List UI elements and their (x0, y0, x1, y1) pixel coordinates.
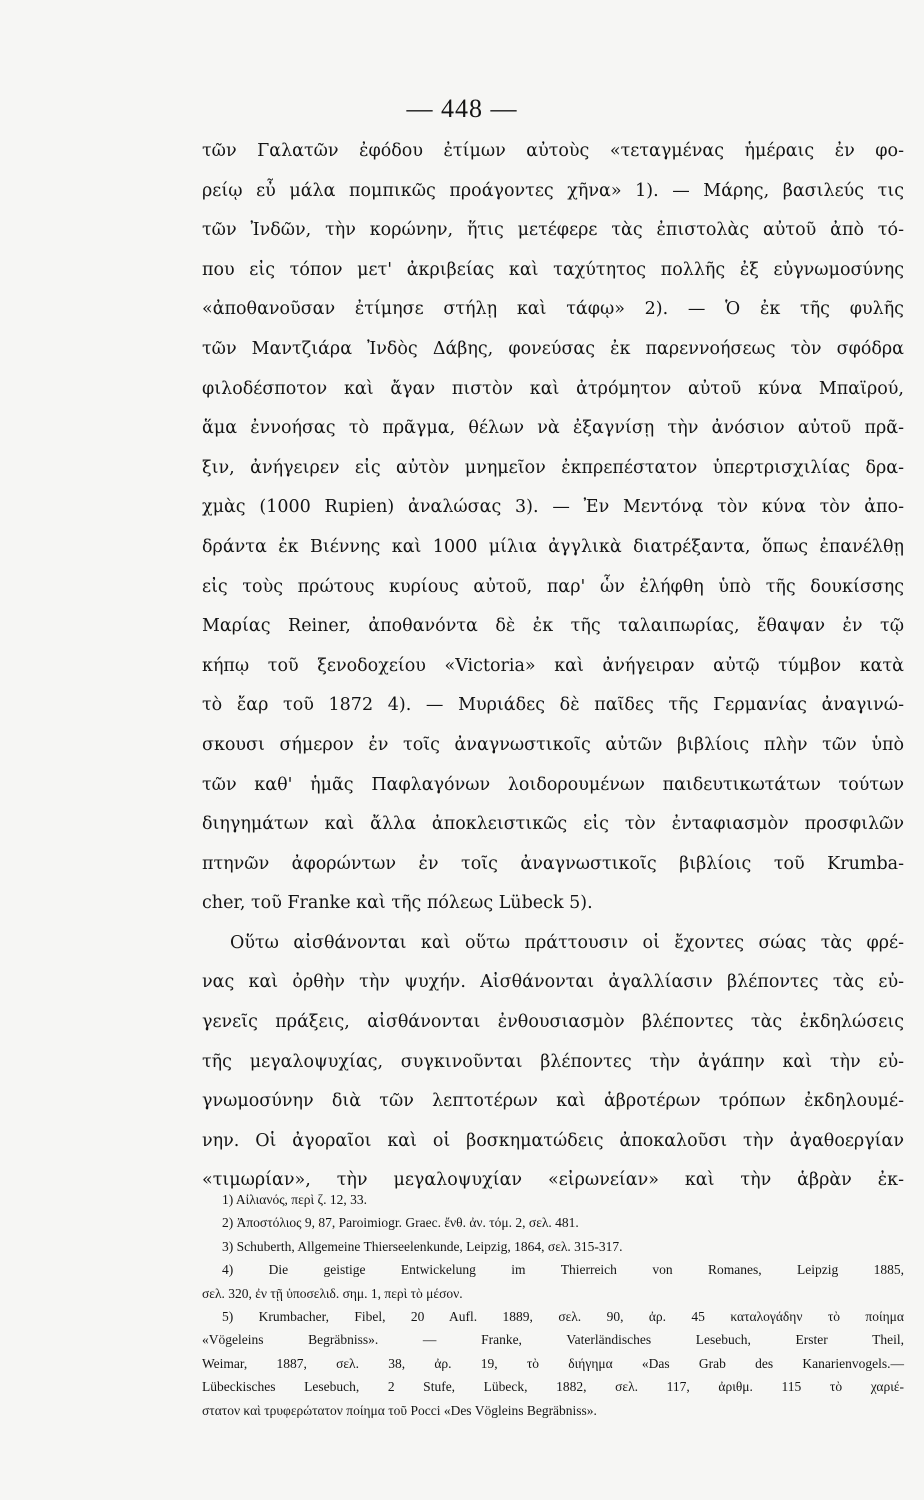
text-line: που εἰς τόπον μετ' ἀκριβείας καὶ ταχύτητος πολλῆς ἐξ εὐγνωμοσύνης (202, 259, 904, 280)
text-line: «ἀποθανοῦσαν ἐτίμησε στήλῃ καὶ τάφῳ» 2). — Ὁ ἐκ τῆς φυλῆς (202, 299, 904, 320)
text-line: Οὕτω αἰσθάνονται καὶ οὕτω πράττουσιν οἱ ἔχοντες σώας τὰς φρέ- (230, 932, 904, 953)
footnote-line: 2) Ἀποστόλιος 9, 87, Paroimiogr. Graec. ἔνθ. ἀν. τόμ. 2, σελ. 481. (222, 1215, 579, 1231)
text-line: cher, τοῦ Franke καὶ τῆς πόλεως Lübeck 5). (202, 893, 593, 914)
body-text (202, 132, 904, 1201)
text-line: τῶν Ἰνδῶν, τὴν κορώνην, ἥτις μετέφερε τὰς ἐπιστολὰς αὐτοῦ ἀπὸ τό- (202, 220, 904, 241)
footnote-line: 5) Krumbacher, Fibel, 20 Aufl. 1889, σελ. 90, ἀρ. 45 καταλογάδην τὸ ποίημα (222, 1308, 904, 1324)
footnote-line: Lübeckisches Lesebuch, 2 Stufe, Lübeck, 1882, σελ. 117, ἀριθμ. 115 τὸ χαριέ- (202, 1379, 904, 1395)
text-line: γενεῖς πράξεις, αἰσθάνονται ἐνθουσιασμὸν βλέποντες τὰς ἐκδηλώσεις (202, 1012, 904, 1033)
text-line: διηγημάτων καὶ ἄλλα ἀποκλειστικῶς εἰς τὸν ἐνταφιασμὸν προσφιλῶν (202, 814, 904, 835)
text-line: πτηνῶν ἀφορώντων ἐν τοῖς ἀναγνωστικοῖς βιβλίοις τοῦ Krumba- (202, 853, 904, 874)
text-line: ἅμα ἐννοήσας τὸ πρᾶγμα, θέλων νὰ ἐξαγνίσῃ τὴν ἀνόσιον αὐτοῦ πρᾶ- (202, 418, 904, 439)
text-line: δράντα ἐκ Βιέννης καὶ 1000 μίλια ἀγγλικὰ διατρέξαντα, ὅπως ἐπανέλθῃ (202, 536, 904, 557)
text-line: σκουσι σήμερον ἐν τοῖς ἀναγνωστικοῖς αὐτῶν βιβλίοις πλὴν τῶν ὑπὸ (202, 734, 904, 755)
text-line: ρείῳ εὖ μάλα πομπικῶς προάγοντες χῆνα» 1). — Μάρης, βασιλεύς τις (202, 180, 904, 201)
footnote-line: σελ. 320, ἐν τῇ ὑποσελιδ. σημ. 1, περὶ τὸ μέσον. (202, 1285, 463, 1301)
text-line: τὸ ἔαρ τοῦ 1872 4). — Μυριάδες δὲ παῖδες τῆς Γερμανίας ἀναγινώ- (202, 695, 904, 716)
footnote-line: «Vögeleins Begräbniss». — Franke, Vaterländisches Lesebuch, Erster Theil, (202, 1332, 904, 1348)
text-line: γνωμοσύνην διὰ τῶν λεπτοτέρων καὶ ἁβροτέρων τρόπων ἐκδηλουμέ- (202, 1091, 904, 1112)
page-number: — 448 — (406, 94, 518, 123)
text-line: ξιν, ἀνήγειρεν εἰς αὐτὸν μνημεῖον ἐκπρεπέστατον ὑπερτρισχιλίας δρα- (202, 457, 904, 478)
text-line: κήπῳ τοῦ ξενοδοχείου «Victoria» καὶ ἀνήγειραν αὐτῷ τύμβον κατὰ (202, 655, 904, 676)
footnote-line: 1) Αἰλιανός, περὶ ζ. 12, 33. (222, 1192, 367, 1207)
footnote-line: 4) Die geistige Entwickelung im Thierreich von Romanes, Leipzig 1885, (222, 1262, 904, 1278)
text-line: τῆς μεγαλοψυχίας, συγκινοῦνται βλέποντες τὴν ἀγάπην καὶ τὴν εὐ- (202, 1051, 904, 1072)
footnote-line: 3) Schuberth, Allgemeine Thierseelenkunde, Leipzig, 1864, σελ. 315-317. (222, 1238, 623, 1254)
text-line: νην. Οἱ ἀγοραῖοι καὶ οἱ βοσκηματώδεις ἀποκαλοῦσι τὴν ἀγαθοεργίαν (202, 1130, 904, 1151)
text-line: εἰς τοὺς πρώτους κυρίους αὐτοῦ, παρ' ὧν ἐλήφθη ὑπὸ τῆς δουκίσσης (202, 576, 904, 597)
text-line: νας καὶ ὀρθὴν τὴν ψυχήν. Αἰσθάνονται ἀγαλλίασιν βλέποντες τὰς εὐ- (202, 972, 904, 993)
text-line: τῶν Μαντζιάρα Ἰνδὸς Δάβης, φονεύσας ἐκ παρεννοήσεως τὸν σφόδρα (202, 338, 904, 359)
text-line: τῶν Γαλατῶν ἐφόδου ἐτίμων αὐτοὺς «τεταγμένας ἡμέραις ἐν φο- (202, 141, 904, 161)
footnotes (202, 1188, 904, 1422)
text-line: «τιμωρίαν», τὴν μεγαλοψυχίαν «εἰρωνείαν» καὶ τὴν ἁβρὰν ἐκ- (202, 1170, 904, 1191)
footnote-line: Weimar, 1887, σελ. 38, ἀρ. 19, τὸ διήγημα «Das Grab des Kanarienvogels.— (202, 1355, 904, 1371)
text-line: χμὰς (1000 Rupien) ἀναλώσας 3). — Ἐν Μεντόνᾳ τὸν κύνα τὸν ἀπο- (202, 497, 904, 518)
footnote-line: στατον καὶ τρυφερώτατον ποίημα τοῦ Pocci «Des Vögleins Begräbniss». (202, 1402, 597, 1418)
text-line: Μαρίας Reiner, ἀποθανόντα δὲ ἐκ τῆς ταλαιπωρίας, ἔθαψαν ἐν τῷ (202, 616, 904, 637)
text-line: τῶν καθ' ἡμᾶς Παφλαγόνων λοιδορουμένων παιδευτικωτάτων τούτων (202, 774, 904, 795)
text-line: φιλοδέσποτον καὶ ἄγαν πιστὸν καὶ ἀτρόμητον αὐτοῦ κύνα Μπαϊρού, (202, 378, 904, 399)
